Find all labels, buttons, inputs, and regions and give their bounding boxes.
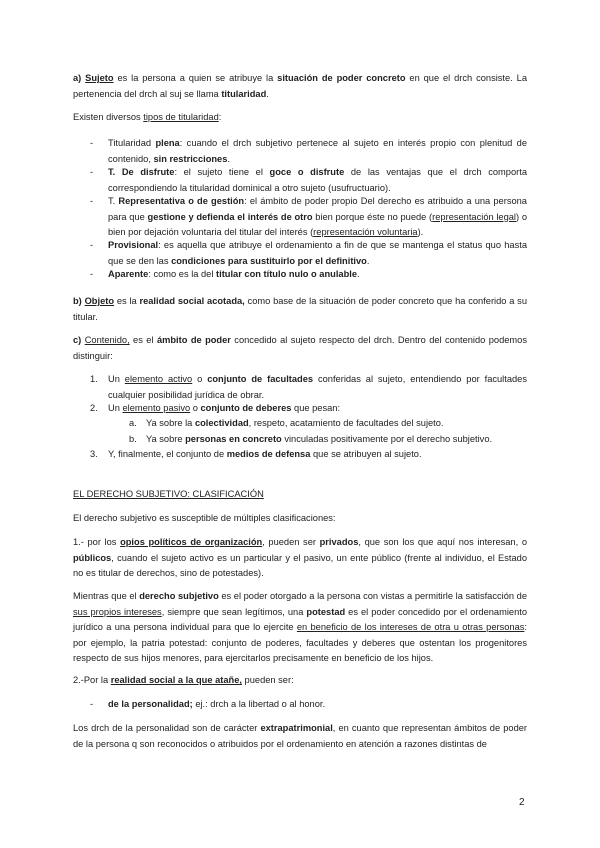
list-item-provisional: - Provisional: es aquella que atribuye el ordenamiento a fin de que se mantenga el status quo hasta que se den las condiciones para sustituirlo por el definitivo.: [90, 240, 527, 266]
paragraph-potestad: Mientras que el derecho subjetivo es el poder otorgado a la persona con vistas a permitirle la satisfacción de sus propios intereses, siempre que sean legítimos, una potestad es el poder concedido por el ordenamiento jurídico a una persona individual para que lo ejercite en beneficio de los intereses de otra u otras personas: por ejemplo, la patria potestad: conjunto de poderes, facultades y deberes que ostentan los progenitores respecto de sus hijos menores, para ejercitarlos precisamente en beneficio de los hijos.: [73, 591, 528, 664]
numbered-item-3: 3. Y, finalmente, el conjunto de medios de defensa que se atribuyen al sujeto.: [90, 449, 422, 459]
paragraph-tipos: Existen diversos tipos de titularidad:: [73, 112, 222, 122]
list-item-personalidad: - de la personalidad; ej.: drch a la libertad o al honor.: [90, 699, 326, 709]
item-label: a): [73, 73, 82, 83]
sub-item-a: a. Ya sobre la colectividad, respeto, acatamiento de facultades del sujeto.: [129, 418, 444, 428]
list-item-representativa: - T. Representativa o de gestión: el ámbito de poder propio Del derecho es atribuido a una persona para que gestione y defienda el interés de otro bien porque éste no puede (representación legal) o bien por dejación voluntaria del titular del interés (representación voluntaria).: [90, 196, 527, 238]
paragraph-intro: El derecho subjetivo es susceptible de múltiples clasificaciones:: [73, 513, 336, 523]
numbered-item-1: 1. Un elemento activo o conjunto de facultades conferidas al sujeto, entendiendo por facultades cualquier posibilidad jurídica de obrar.: [90, 374, 527, 400]
numbered-item-2: 2. Un elemento pasivo o conjunto de deberes que pesan:: [90, 403, 341, 413]
list-item-aparente: - Aparente: como es la del titular con título nulo o anulable.: [90, 269, 360, 279]
paragraph-clasif-2: 2.-Por la realidad social a la que atañe, pueden ser:: [73, 675, 294, 685]
section-heading: EL DERECHO SUBJETIVO: CLASIFICACIÓN: [73, 489, 264, 499]
term-contenido: Contenido,: [84, 335, 130, 345]
term-sujeto: Sujeto: [85, 73, 114, 83]
paragraph-contenido: c) Contenido, es el ámbito de poder concedido al sujeto respecto del drch. Dentro del contenido podemos distinguir:: [73, 335, 527, 361]
sub-item-b: b. Ya sobre personas en concreto vinculadas positivamente por el derecho subjetivo.: [129, 434, 493, 444]
page-number: 2: [519, 797, 525, 808]
term-objeto: Objeto: [84, 296, 115, 306]
paragraph-sujeto: a) Sujeto es la persona a quien se atribuye la situación de poder concreto en que el drch consiste. La pertenencia del drch al suj se llama titularidad.: [73, 73, 527, 99]
list-item-disfrute: - T. De disfrute: el sujeto tiene el goce o disfrute de las ventajas que el drch comporta correspondiendo la titularidad dominical a otro sujeto (usufructuario).: [90, 167, 527, 193]
list-item-plena: - Titularidad plena: cuando el drch subjetivo pertenece al sujeto en interés propio con plenitud de contenido, sin restricciones.: [90, 138, 527, 164]
paragraph-personalidad: Los drch de la personalidad son de carácter extrapatrimonial, en cuanto que representan ámbitos de poder de la persona q son reconocidos o atribuidos por el ordenamiento en atención a razones distintas de: [73, 723, 528, 749]
paragraph-clasif-1: 1.- por los opios políticos de organización, pueden ser privados, que son los que aquí nos interesan, o públicos, cuando el sujeto activo es un particular y el pasivo, un ente público (frente al individuo, el Estado no es titular de derechos, sino de potestades).: [73, 537, 527, 579]
paragraph-objeto: b) Objeto es la realidad social acotada, como base de la situación de poder concreto que ha conferido a su titular.: [73, 296, 528, 322]
